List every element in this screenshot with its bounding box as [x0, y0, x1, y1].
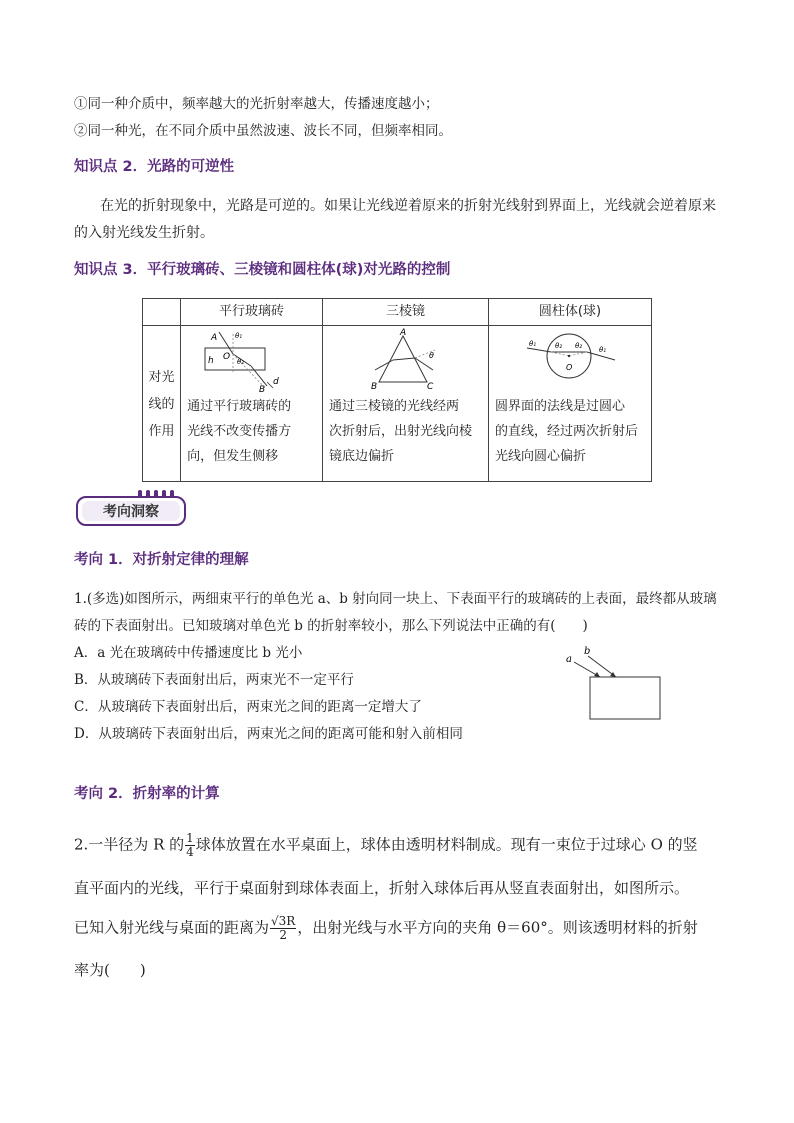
- prism-diagram: [323, 326, 487, 394]
- q2-frac2-num: √3R: [271, 914, 296, 928]
- slab-label-theta1: θ₁: [235, 332, 243, 340]
- q1-stem-line2: 砖的下表面射出。已知玻璃对单色光 b 的折射率较小，那么下列说法中正确的有( ): [74, 618, 588, 634]
- q2-text-b: 球体放置在水平桌面上，球体由透明材料制成。现有一束位于过球心 O 的竖: [195, 835, 698, 854]
- q1-fig-label-a: a: [566, 654, 572, 665]
- badge-frame: [76, 496, 186, 526]
- prism-label-B: B: [371, 382, 378, 392]
- q2-text-d: ，出射光线与水平方向的夹角 θ＝60°。则该透明材料的折射: [297, 918, 698, 937]
- kp2-para-line2: 的入射光线发生折射。: [74, 225, 214, 241]
- light-control-table: [142, 298, 652, 482]
- prism-text-line: 通过三棱镜的光线经两: [329, 399, 460, 414]
- q2-fraction-height: [270, 915, 296, 942]
- table-corner-cell: [143, 299, 181, 326]
- slab-label-B: B: [259, 385, 266, 394]
- point-1: ①同一种介质中，频率越大的光折射率越大，传播速度越小；: [74, 96, 439, 112]
- q1-option-d: D．从玻璃砖下表面射出后，两束光之间的距离可能和射入前相同: [74, 726, 463, 742]
- q1-stem-line1: 1.(多选)如图所示，两细束平行的单色光 a、b 射向同一块上、下表面平行的玻璃砖的上表面，最终都从玻璃: [74, 591, 717, 607]
- table-row-label: [143, 326, 181, 482]
- sphere-text-line: 光线向圆心偏折: [495, 449, 587, 464]
- sphere-text-line: 圆界面的法线是过圆心: [495, 399, 626, 414]
- section-badge: [76, 488, 188, 528]
- q1-option-b: B．从玻璃砖下表面射出后，两束光不一定平行: [74, 672, 354, 688]
- section2-title: 考向 2．折射率的计算: [74, 786, 220, 802]
- sphere-label-theta1: θ₁: [529, 340, 537, 348]
- q2-stem-line4: 率为( ): [74, 961, 146, 979]
- section1-title: 考向 1．对折射定律的理解: [74, 552, 249, 568]
- kp3-title: 知识点 3．平行玻璃砖、三棱镜和圆柱体(球)对光路的控制: [74, 262, 451, 278]
- sphere-label-theta2: θ₂: [555, 342, 563, 350]
- sphere-label-theta2b: θ₂: [575, 342, 583, 350]
- table-header-prism: 三棱镜: [323, 299, 489, 326]
- slab-text-line: 光线不改变传播方: [187, 424, 292, 439]
- q2-frac-den: 4: [186, 845, 194, 859]
- q2-stem-line3: [74, 915, 698, 942]
- slab-label-h: h: [208, 356, 214, 366]
- slab-text-line: 向，但发生侧移: [187, 449, 279, 464]
- prism-label-theta: θ: [429, 351, 434, 360]
- prism-label-A: A: [400, 328, 407, 338]
- kp2-para-line1: 在光的折射现象中，光路是可逆的。如果让光线逆着原来的折射光线射到界面上，光线就会逆着原来: [100, 198, 716, 214]
- slab-label-A: A: [211, 333, 218, 343]
- q2-stem-line2: 直平面内的光线，平行于桌面射到球体表面上，折射入球体后再从竖直表面射出，如图所示。: [74, 879, 690, 897]
- slab-label-theta2: θ₂: [237, 358, 245, 366]
- sphere-label-theta1b: θ₁: [599, 346, 607, 354]
- q1-option-a: A．a 光在玻璃砖中传播速度比 b 光小: [74, 645, 303, 661]
- q1-fig-label-b: b: [584, 646, 591, 657]
- kp2-title: 知识点 2．光路的可逆性: [74, 159, 235, 175]
- q1-glass-slab-figure: [560, 640, 670, 726]
- prism-label-C: C: [427, 382, 434, 392]
- slab-label-O: O: [223, 352, 231, 362]
- q2-frac2-den: 2: [279, 928, 287, 942]
- sphere-text-line: 的直线，经过两次折射后: [495, 424, 639, 439]
- slab-label-d: d: [273, 377, 279, 387]
- table-cell-slab: [181, 326, 323, 482]
- q2-text-c: 已知入射光线与桌面的距离为: [74, 918, 270, 937]
- q1-option-c: C．从玻璃砖下表面射出后，两束光之间的距离一定增大了: [74, 699, 422, 715]
- prism-text-line: 次折射后，出射光线向棱: [329, 424, 473, 439]
- q2-stem-line1: [74, 832, 698, 859]
- sphere-label-O: O: [566, 363, 573, 372]
- badge-label: 考向洞察: [82, 501, 180, 521]
- table-cell-prism: [323, 326, 489, 482]
- sphere-diagram: [489, 326, 651, 394]
- row-label-line: 对光: [148, 370, 175, 385]
- q2-text-a: 2.一半径为 R 的: [74, 835, 185, 854]
- row-label-line: 线的: [148, 397, 175, 412]
- point-2: ②同一种光，在不同介质中虽然波速、波长不同，但频率相同。: [74, 123, 452, 139]
- q2-fraction-quarter: [185, 832, 195, 859]
- table-cell-sphere: [489, 326, 652, 482]
- prism-text-line: 镜底边偏折: [329, 449, 395, 464]
- slab-text-line: 通过平行玻璃砖的: [187, 399, 292, 414]
- table-header-sphere: 圆柱体(球): [489, 299, 652, 326]
- table-header-slab: 平行玻璃砖: [181, 299, 323, 326]
- q2-frac-num: 1: [186, 831, 194, 845]
- row-label-line: 作用: [148, 424, 175, 439]
- slab-diagram: [181, 326, 321, 394]
